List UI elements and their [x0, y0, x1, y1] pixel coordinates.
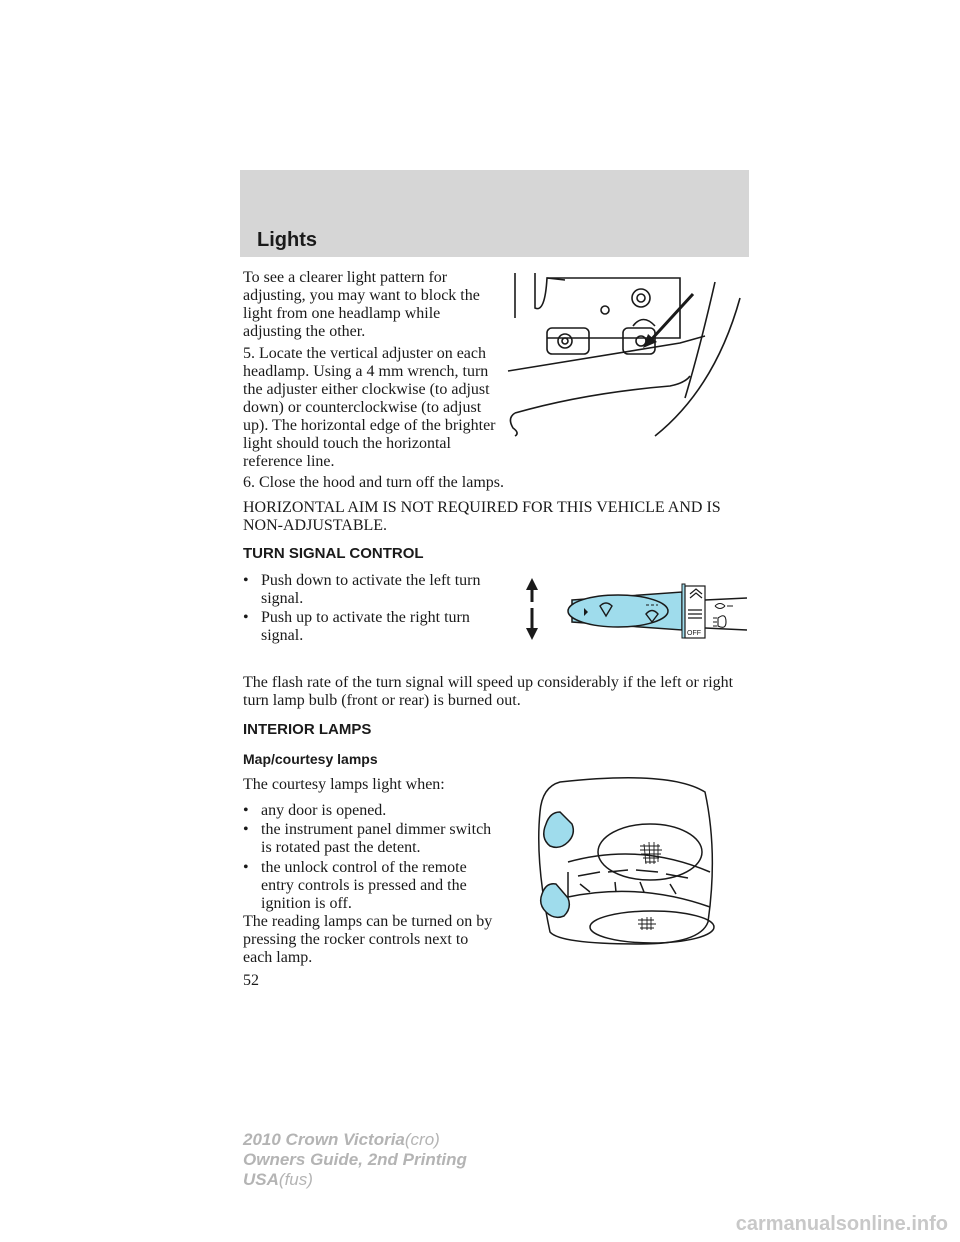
- turn-signal-stalk-illustration: [522, 574, 747, 644]
- turn-signal-bullet: [243, 609, 498, 645]
- courtesy-bullet: [243, 802, 498, 820]
- footer-line-2: Owners Guide, 2nd Printing: [243, 1150, 467, 1169]
- courtesy-bullet: [243, 821, 498, 857]
- headlamp-adjuster-illustration: [505, 268, 750, 443]
- footer-line-1: [243, 1130, 440, 1149]
- turn-signal-bullet-text: Push up to activate the right turn signal.: [261, 609, 470, 644]
- stalk-off-label: OFF: [687, 630, 701, 637]
- step-6-paragraph: 6. Close the hood and turn off the lamps.: [243, 474, 504, 491]
- map-courtesy-subheading: Map/courtesy lamps: [243, 751, 378, 767]
- headlamp-icon: [713, 616, 726, 628]
- turn-signal-heading: TURN SIGNAL CONTROL: [243, 545, 424, 562]
- bullet-dot: •: [243, 821, 249, 838]
- page-number: 52: [243, 972, 259, 989]
- bullet-dot: •: [243, 859, 249, 876]
- footer-model-code: (cro): [404, 1130, 440, 1149]
- flash-rate-note: The flash rate of the turn signal will speed up considerably if the left or right turn lamp bulb (front or rear) is burned out.: [243, 674, 734, 709]
- bullet-dot: •: [243, 609, 249, 626]
- courtesy-bullet-text: the instrument panel dimmer switch is rotated past the detent.: [261, 821, 492, 856]
- bullet-dot: •: [243, 572, 249, 589]
- courtesy-bullet-text: the unlock control of the remote entry controls is pressed and the ignition is off.: [261, 859, 467, 912]
- courtesy-bullet: [243, 859, 498, 913]
- block-light-paragraph: To see a clearer light pattern for adjusting, you may want to block the light from one headlamp while adjusting the other.: [243, 269, 480, 340]
- footer-line-3: [243, 1170, 313, 1189]
- section-title: Lights: [257, 229, 317, 251]
- turn-signal-bullet-text: Push down to activate the left turn signal.: [261, 572, 481, 607]
- footer-market: USA: [243, 1170, 279, 1189]
- reading-lamps-paragraph: The reading lamps can be turned on by pressing the rocker controls next to each lamp.: [243, 913, 493, 966]
- overhead-console-illustration: [520, 772, 720, 948]
- bullet-dot: •: [243, 802, 249, 819]
- interior-lamps-heading: INTERIOR LAMPS: [243, 721, 372, 738]
- turn-signal-icon: [715, 604, 733, 609]
- arrow-up-icon: [526, 578, 538, 590]
- courtesy-intro: The courtesy lamps light when:: [243, 776, 445, 793]
- rocker-control[interactable]: [541, 884, 570, 918]
- horizontal-aim-note: HORIZONTAL AIM IS NOT REQUIRED FOR THIS VEHICLE AND IS NON-ADJUSTABLE.: [243, 499, 721, 534]
- footer-model: 2010 Crown Victoria: [243, 1130, 405, 1149]
- watermark: carmanualsonline.info: [735, 1213, 948, 1235]
- footer-market-code: (fus): [278, 1170, 313, 1189]
- arrow-down-icon: [526, 628, 538, 640]
- turn-signal-bullet: [243, 572, 498, 608]
- rocker-control[interactable]: [544, 812, 574, 847]
- courtesy-bullet-text: any door is opened.: [261, 802, 387, 819]
- step-5-paragraph: 5. Locate the vertical adjuster on each headlamp. Using a 4 mm wrench, turn the adjuster either clockwise (to adjust down) or counterclockwise (to adjust up). The horizontal edge of the brighter light should touch the horizontal reference line.: [243, 345, 496, 470]
